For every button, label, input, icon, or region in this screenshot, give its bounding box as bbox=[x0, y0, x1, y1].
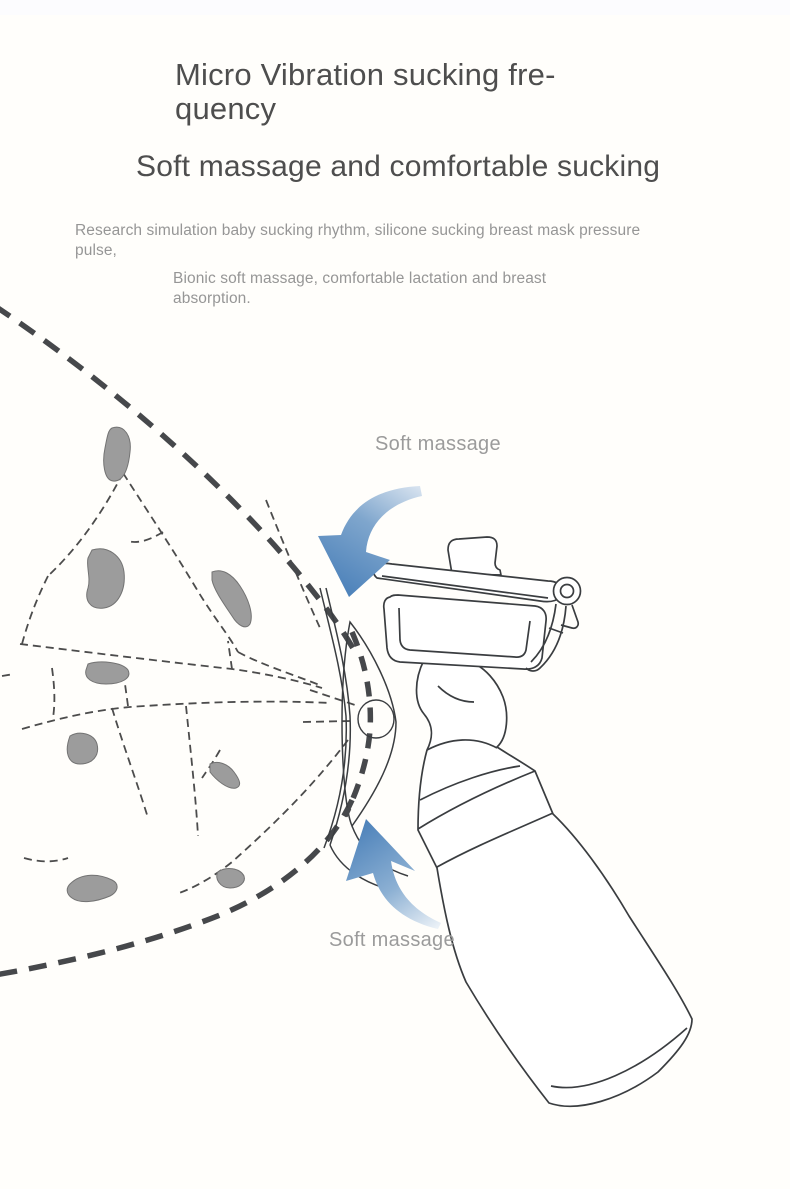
description-paragraph-2: Bionic soft massage, comfortable lactation and breast absorption. bbox=[173, 270, 547, 307]
breast-pump-drawing bbox=[374, 537, 692, 1106]
page-subtitle: Soft massage and comfortable sucking bbox=[136, 150, 661, 183]
pump-pivot bbox=[554, 578, 581, 605]
breast-outline bbox=[0, 306, 354, 975]
soft-massage-label-top: Soft massage bbox=[375, 433, 501, 455]
title-line-2: quency bbox=[175, 91, 277, 126]
soft-massage-label-bottom: Soft massage bbox=[329, 929, 455, 951]
pump-handle-frame bbox=[384, 595, 546, 669]
nipple-outline-dashes bbox=[345, 632, 370, 816]
milk-ducts bbox=[2, 473, 358, 894]
nipple-circle bbox=[358, 700, 394, 738]
fat-lobules bbox=[67, 427, 251, 901]
pump-body-and-bottle bbox=[417, 660, 693, 1106]
description-paragraph-1: Research simulation baby sucking rhythm, silicone sucking breast mask pressure pulse, bbox=[75, 222, 641, 259]
title-line-1: Micro Vibration sucking fre- bbox=[175, 57, 556, 92]
pump-knob bbox=[448, 537, 501, 575]
